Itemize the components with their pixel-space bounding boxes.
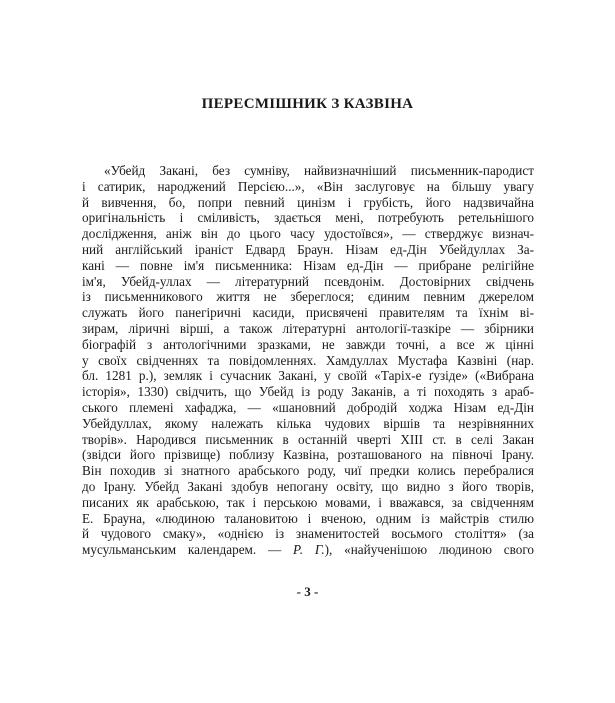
page-number: - 3 - [296,584,319,599]
text-line: творів». Народився письменник в останній чверті XIII ст. в селі Закан [82,431,534,447]
text-line: й вивчення, бо, попри певний цинізм і грубість, його надзвичайна [82,194,534,210]
text-line: із письменникового життя не збереглося; єдиним певним джерелом [82,289,534,305]
text-line: Убейдуллах, якому належать кілька чудових віршів та незрівнянних [82,415,534,431]
text-line: й чудового смаку», «однією із знаменитостей восьмого століття» (за [82,526,534,542]
text-line: біографій з антологічними зразками, не завжди точні, а все ж цінні [82,336,534,352]
text-line: оригінальність і сміливість, здається мені, потребують ретельнішого [82,210,534,226]
text-line: у своїх свідченнях та повідомленнях. Хамдуллах Мустафа Казвіні (нар. [82,352,534,368]
text-line: (звідси його прізвище) поблизу Казвіна, розташованого на півночі Ірану. [82,447,534,463]
text-line: ім'я, Убейд-уллах — літературний псевдонім. Достовірних свідчень [82,273,534,289]
text-line: кані — повне ім'я письменника: Нізам ед-Дін — прибране релігійне [82,257,534,273]
text-line: дослідження, аніж він до цього часу удостоївся», — стверджує визнач- [82,226,534,242]
text-line-last [82,542,534,558]
text-line: писаних як арабською, так і перською мовами, і вважався, за свідченням [82,494,534,510]
text-line: Він походив зі знатного арабського роду, чиї предки колись перебралися [82,463,534,479]
text-line: Е. Брауна, «людиною талановитою і вченою, одним із майстрів стилю [82,510,534,526]
text-line: до Ірану. Убейд Закані здобув непогану освіту, що видно з його творів, [82,478,534,494]
italic-initials: Р. Г. [293,542,325,558]
text-line: служать його панегіричні касиди, присвячені правителям та їхнім ві- [82,305,534,321]
text-segment: ), «найученішою людиною свого [324,542,534,558]
text-segment: мусульманським календарем. — [82,542,293,558]
text-line: бл. 1281 р.), земляк і сучасник Закані, у своїй «Таріх-е ґузіде» («Вибрана [82,368,534,384]
body-text [82,163,534,558]
text-line: ний англійський іраніст Едвард Браун. Нізам ед-Дін Убейдуллах За- [82,241,534,257]
text-line: «Убейд Закані, без сумніву, найвизначніший письменник-пародист [104,163,534,178]
text-line: ського племені хафаджа, — «шановний добродій ходжа Нізам ед-Дін [82,399,534,415]
text-line: історія», 1330) свідчить, що Убейд із роду Заканів, а ті походять з араб- [82,384,534,400]
text-line: зирам, ліричні вірші, а також літературні антології-тазкіре — збірники [82,320,534,336]
chapter-title: ПЕРЕСМІШНИК З КАЗВІНА [201,96,414,112]
text-line: і сатирик, народжений Персією...», «Він заслуговує на більшу увагу [82,178,534,194]
